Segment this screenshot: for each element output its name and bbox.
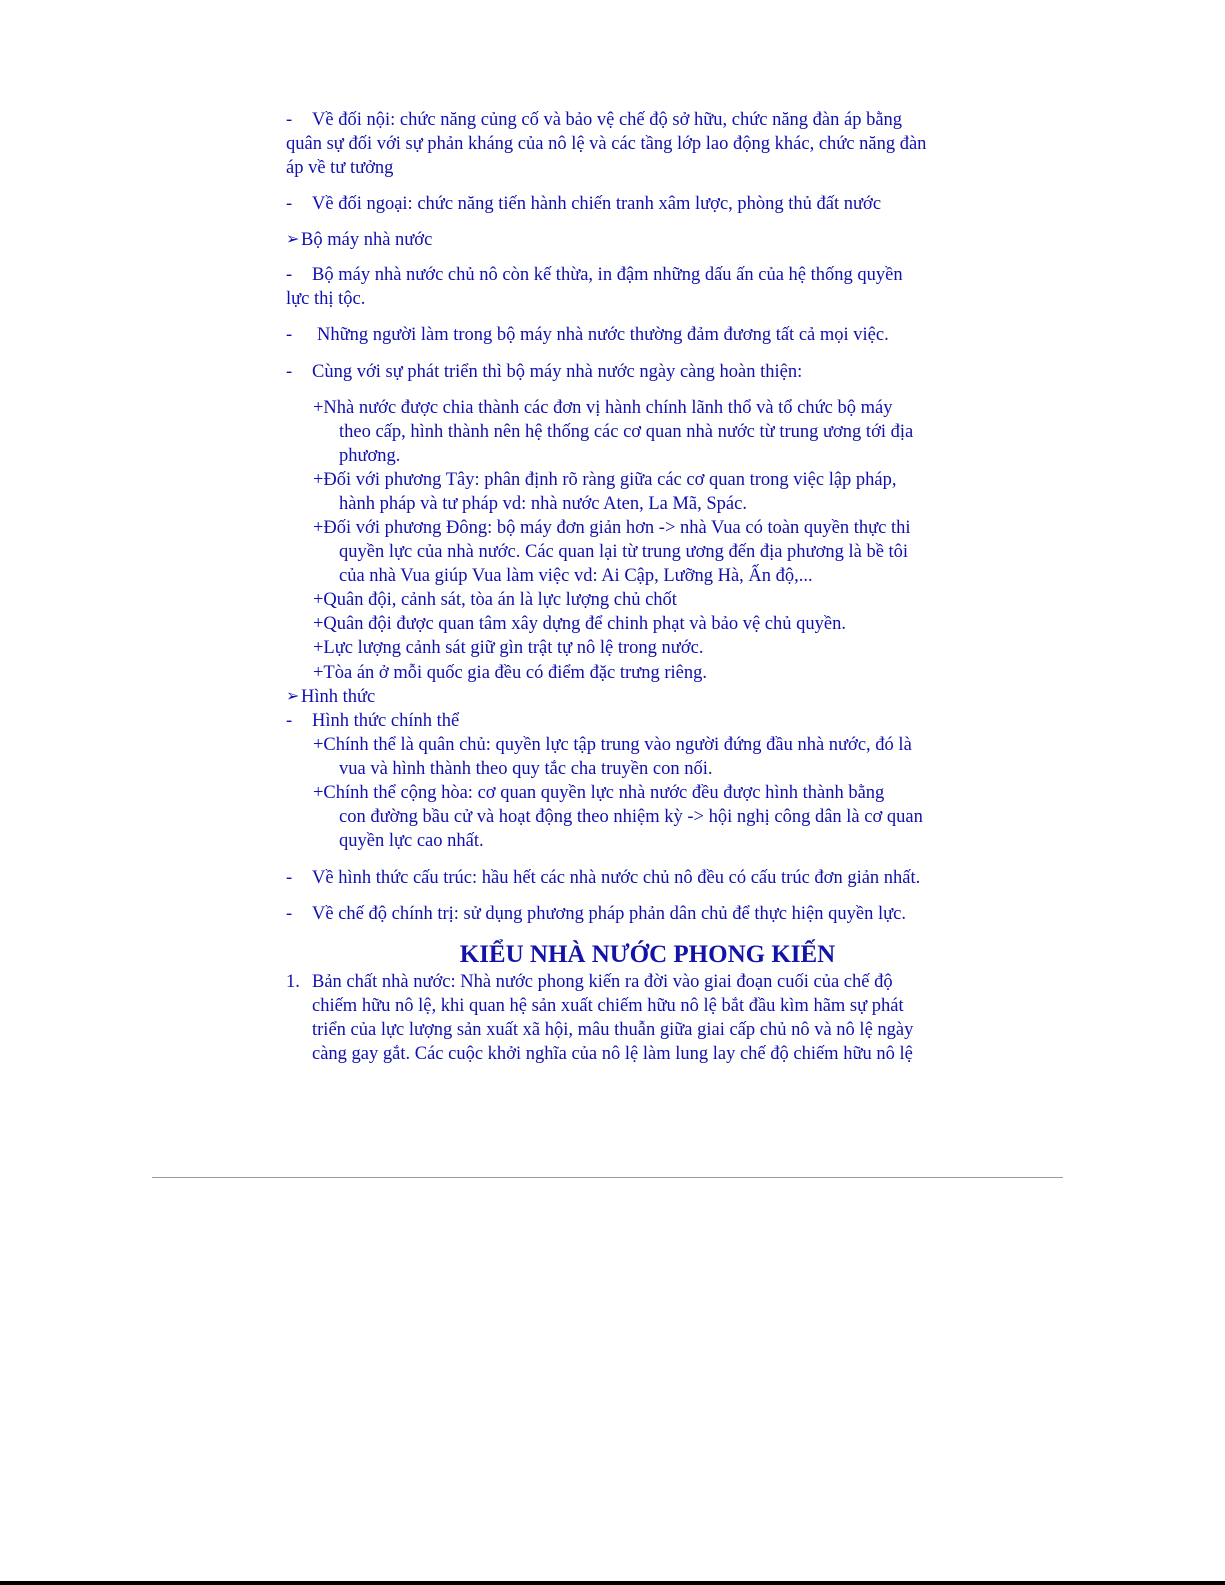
- plus-item-line: của nhà Vua giúp Vua làm việc vd: Ai Cập, Lưỡng Hà, Ấn độ,...: [339, 566, 813, 586]
- paragraph-line: triển của lực lượng sản xuất xã hội, mâu thuẫn giữa giai cấp chủ nô và nô lệ ngày: [312, 1020, 914, 1040]
- dash-bullet: -: [286, 362, 293, 382]
- list-number: 1.: [286, 972, 300, 992]
- plus-item-line: +Đối với phương Tây: phân định rõ ràng giữa các cơ quan trong việc lập pháp,: [313, 470, 897, 490]
- dash-bullet: -: [286, 194, 293, 214]
- plus-item-line: con đường bầu cử và hoạt động theo nhiệm kỳ -> hội nghị công dân là cơ quan: [339, 807, 923, 827]
- plus-item-line: +Chính thể là quân chủ: quyền lực tập trung vào người đứng đầu nhà nước, đó là: [313, 735, 912, 755]
- paragraph-line: Những người làm trong bộ máy nhà nước thường đảm đương tất cả mọi việc.: [317, 325, 889, 345]
- plus-item-line: phương.: [339, 446, 401, 466]
- bottom-border: [0, 1581, 1225, 1585]
- paragraph-line: Bộ máy nhà nước chủ nô còn kế thừa, in đậm những dấu ấn của hệ thống quyền: [312, 265, 903, 285]
- plus-item-line: +Đối với phương Đông: bộ máy đơn giản hơn -> nhà Vua có toàn quyền thực thi: [313, 518, 911, 538]
- arrow-bullet-icon: ➢: [286, 231, 300, 248]
- plus-item-line: theo cấp, hình thành nên hệ thống các cơ quan nhà nước từ trung ương tới địa: [339, 422, 914, 442]
- dash-bullet: -: [286, 265, 293, 285]
- plus-item-line: vua và hình thành theo quy tắc cha truyền con nối.: [339, 759, 713, 779]
- paragraph-line: quân sự đối với sự phản kháng của nô lệ và các tầng lớp lao động khác, chức năng đàn: [286, 134, 927, 154]
- paragraph-line: Cùng với sự phát triển thì bộ máy nhà nước ngày càng hoàn thiện:: [312, 362, 803, 382]
- section-title: KIỂU NHÀ NƯỚC PHONG KIẾN: [459, 941, 836, 968]
- dash-bullet: -: [286, 904, 293, 924]
- dash-bullet: -: [286, 711, 293, 731]
- plus-item-line: hành pháp và tư pháp vd: nhà nước Aten, La Mã, Spác.: [339, 494, 747, 514]
- paragraph-line: Hình thức chính thể: [312, 711, 460, 731]
- plus-item-line: +Lực lượng cảnh sát giữ gìn trật tự nô lệ trong nước.: [313, 638, 704, 658]
- paragraph-line: Bản chất nhà nước: Nhà nước phong kiến ra đời vào giai đoạn cuối của chế độ: [312, 972, 893, 992]
- dash-bullet: -: [286, 110, 293, 130]
- dash-bullet: -: [286, 325, 293, 345]
- section-heading: Bộ máy nhà nước: [301, 230, 433, 250]
- page-divider: [152, 1177, 1063, 1178]
- plus-item-line: +Quân đội được quan tâm xây dựng để chinh phạt và bảo vệ chủ quyền.: [313, 614, 846, 634]
- plus-item-line: +Quân đội, cảnh sát, tòa án là lực lượng chủ chốt: [313, 590, 677, 610]
- plus-item-line: +Chính thể cộng hòa: cơ quan quyền lực nhà nước đều được hình thành bằng: [313, 783, 885, 803]
- paragraph-line: Về đối ngoại: chức năng tiến hành chiến tranh xâm lược, phòng thủ đất nước: [312, 194, 882, 214]
- paragraph-line: Về đối nội: chức năng củng cố và bảo vệ chế độ sở hữu, chức năng đàn áp bằng: [312, 110, 903, 130]
- paragraph-line: chiếm hữu nô lệ, khi quan hệ sản xuất chiếm hữu nô lệ bắt đầu kìm hãm sự phát: [312, 996, 904, 1016]
- plus-item-line: +Tòa án ở mỗi quốc gia đều có điểm đặc trưng riêng.: [313, 663, 707, 683]
- dash-bullet: -: [286, 868, 293, 888]
- paragraph-line: áp về tư tưởng: [286, 158, 394, 178]
- paragraph-line: lực thị tộc.: [286, 289, 366, 309]
- arrow-bullet-icon: ➢: [286, 688, 300, 705]
- plus-item-line: +Nhà nước được chia thành các đơn vị hành chính lãnh thổ và tổ chức bộ máy: [313, 398, 893, 418]
- plus-item-line: quyền lực cao nhất.: [339, 831, 484, 851]
- paragraph-line: Về chế độ chính trị: sử dụng phương pháp phản dân chủ để thực hiện quyền lực.: [312, 904, 906, 924]
- paragraph-line: Về hình thức cấu trúc: hầu hết các nhà nước chủ nô đều có cấu trúc đơn giản nhất.: [312, 868, 921, 888]
- paragraph-line: càng gay gắt. Các cuộc khởi nghĩa của nô lệ làm lung lay chế độ chiếm hữu nô lệ: [312, 1044, 913, 1064]
- plus-item-line: quyền lực của nhà nước. Các quan lại từ trung ương đến địa phương là bề tôi: [339, 542, 909, 562]
- section-heading: Hình thức: [301, 687, 376, 707]
